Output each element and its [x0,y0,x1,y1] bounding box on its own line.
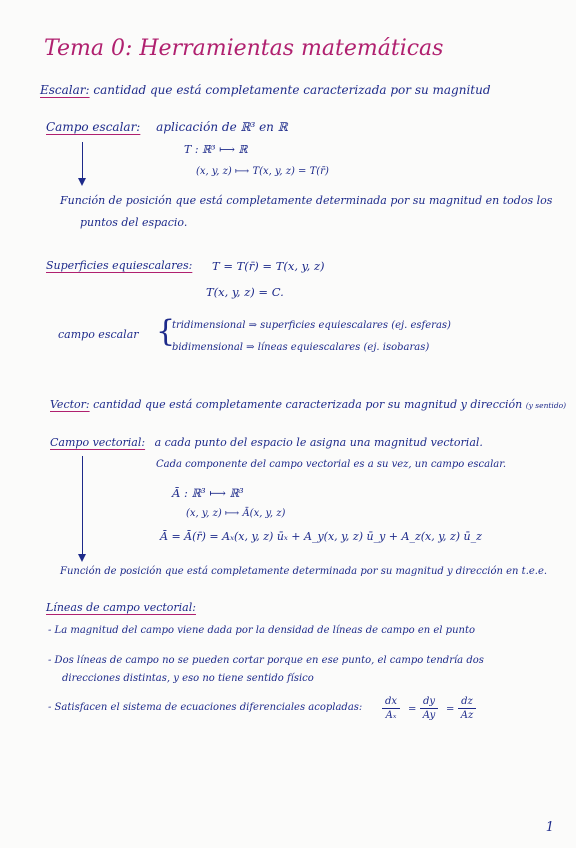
fraction-dx-num: dx [384,696,398,707]
fraction-dz-num: dz [461,696,473,707]
campo-vectorial-line2: Cada componente del campo vectorial es a su vez, un campo escalar. [156,459,507,470]
campo-escalar-note-1: Función de posición que está completamente determinada por su magnitud en todos los [60,194,553,207]
campo-escalar-eq1: T : ℝ³ ⟼ ℝ [184,143,248,156]
lineas-item-2-line2: direcciones distintas, y eso no tiene sentido físico [62,673,314,684]
campo-vectorial-eq1: Ā : ℝ³ ⟼ ℝ³ [172,486,244,500]
lineas-item-3: - Satisfacen el sistema de ecuaciones diferenciales acopladas: [48,702,363,713]
campo-escalar-tipo-2: bidimensional ⇒ líneas equiescalares (ej. isobaras) [172,342,430,353]
fraction-dy-den: Ay [422,710,436,721]
campo-escalar-definition [46,120,288,134]
arrow-down-icon [78,554,86,562]
equals-sign-1: = [408,704,417,715]
arrow-down-icon [78,178,86,186]
lineas-item-2-line1: - Dos líneas de campo no se pueden cortar porque en ese punto, el campo tendría dos [48,655,484,666]
campo-vectorial-eq3: Ā = Ā(r̄) = Aₓ(x, y, z) ūₓ + A_y(x, y, z) ū_y + A_z(x, y, z) ū_z [160,530,482,543]
campo-escalar-note-2: puntos del espacio. [80,216,188,229]
campo-vectorial-line1: a cada punto del espacio le asigna una magnitud vectorial. [154,436,483,449]
escalar-text: cantidad que está completamente caracterizada por su magnitud [93,83,491,97]
fraction-dy [420,696,438,721]
brace-icon: { [156,314,176,349]
fraction-dy-num: dy [422,696,436,707]
vector-label: Vector: [50,398,90,411]
fraction-dz [458,696,476,721]
campo-vectorial-label: Campo vectorial: [50,436,146,449]
arrow-line-2 [82,456,83,556]
vector-aside: (y sentido) [525,401,567,410]
campo-vectorial-note: Función de posición que está completamente determinada por su magnitud y dirección en t.e.e. [60,566,548,577]
lineas-label: Líneas de campo vectorial: [46,601,196,614]
fraction-dx-den: Aₓ [385,710,397,721]
superficies-eq2: T(x, y, z) = C. [206,285,284,299]
escalar-label: Escalar: [40,83,90,97]
campo-escalar-tipo-1: tridimensional ⇒ superficies equiescalares (ej. esferas) [172,320,451,331]
superficies-label: Superficies equiescalares: [46,259,193,272]
campo-escalar-tipos-label: campo escalar [58,328,139,341]
arrow-line-1 [82,142,83,178]
page-number: 1 [545,820,554,835]
lineas-item-1: - La magnitud del campo viene dada por la densidad de líneas de campo en el punto [48,625,475,636]
equals-sign-2: = [446,704,455,715]
superficies-eq1: T = T(r̄) = T(x, y, z) [212,259,325,273]
vector-text: cantidad que está completamente caracterizada por su magnitud y dirección [93,398,523,411]
campo-vectorial-definition [50,436,483,449]
campo-escalar-label: Campo escalar: [46,120,141,134]
escalar-definition [40,83,491,97]
vector-definition [50,398,566,411]
campo-escalar-text: aplicación de ℝ³ en ℝ [156,120,288,134]
page-title: Tema 0: Herramientas matemáticas [44,36,444,61]
campo-escalar-eq2: (x, y, z) ⟼ T(x, y, z) = T(r̄) [196,166,329,177]
campo-vectorial-eq2: (x, y, z) ⟼ Ā(x, y, z) [186,508,286,519]
fraction-dx [382,696,400,721]
fraction-dz-den: Az [460,710,474,721]
